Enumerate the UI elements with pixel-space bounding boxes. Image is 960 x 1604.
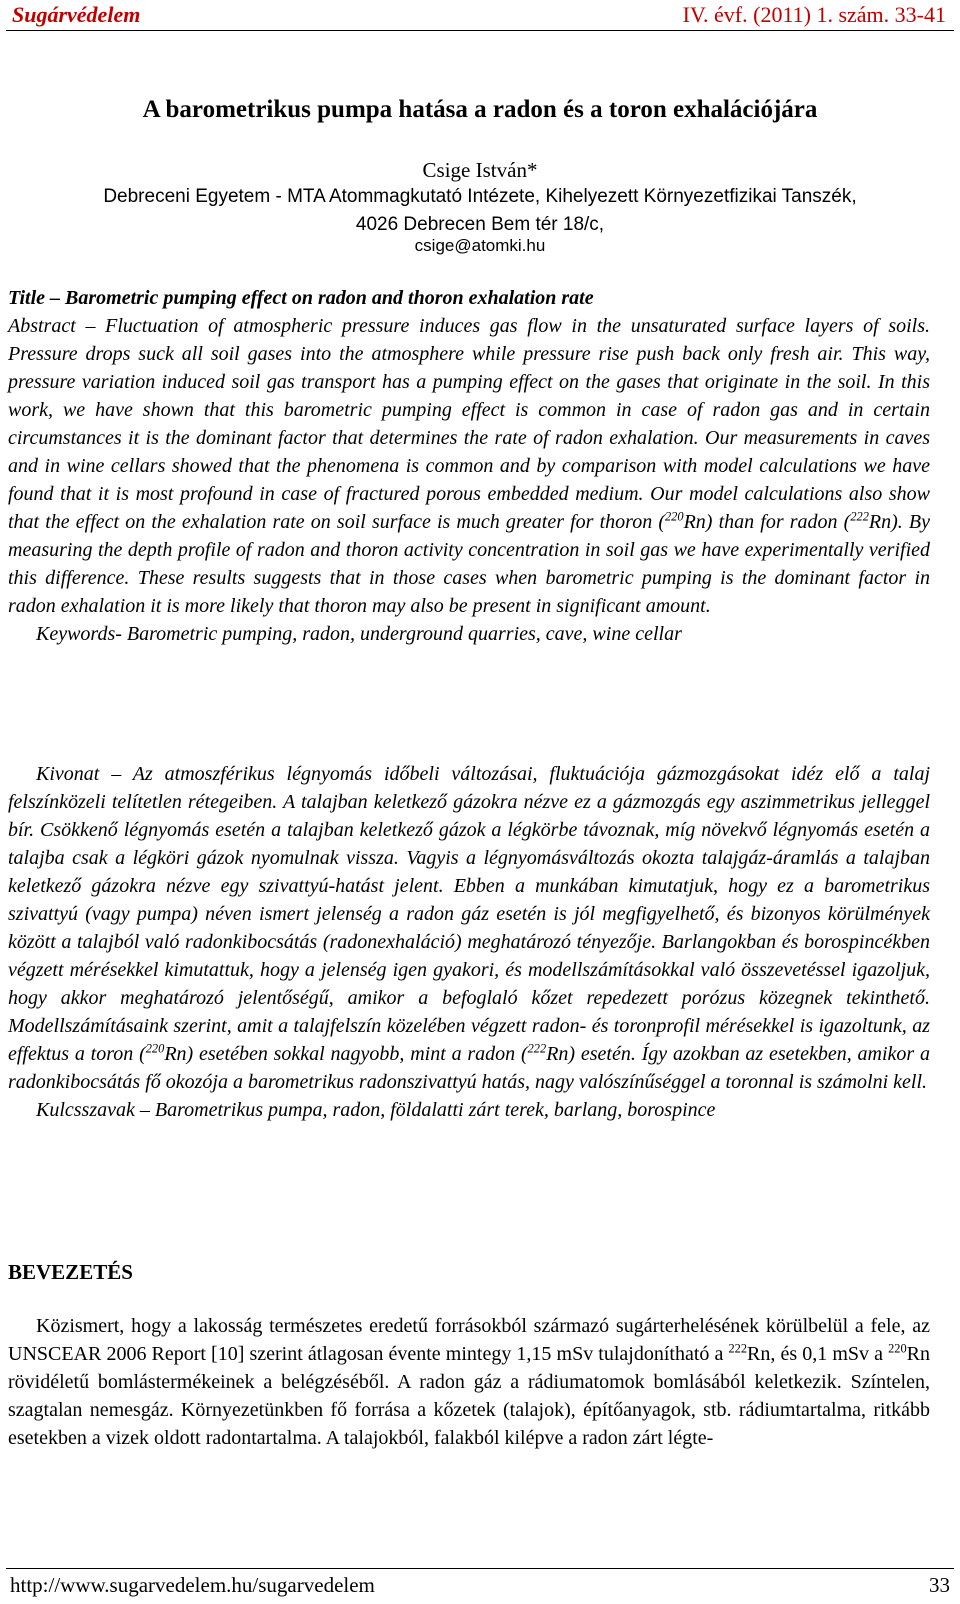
journal-name: Sugárvédelem bbox=[12, 2, 141, 27]
page-number: 33 bbox=[929, 1573, 950, 1597]
affiliation-line-1: Debreceni Egyetem - MTA Atommagkutató Intézete, Kihelyezett Környezetfizikai Tanszék, bbox=[103, 186, 857, 207]
author-email: csige@atomki.hu bbox=[414, 236, 546, 255]
abstract-body: Abstract – Fluctuation of atmospheric pressure induces gas flow in the unsaturated surface layers of soils. Pressure drops suck all soil gases into the atmosphere while pressure rise push back only fresh air. This way, pressure variation induced soil gas transport has a pumping effect on the gases that originate in the soil. In this work, we have shown that this barometric pumping effect is common in case of radon gas and in certain circumstances it is the dominant factor that determines the rate of radon exhalation. Our measurements in caves and in wine cellars showed that the phenomena is common and by comparison with model calculations we have found that it is most profound in case of fractured porous embedded medium. Our model calculations also show that the effect on the exhalation rate on soil surface is much greater for thoron ($^{220}$Rn) than for radon ($^{222}$Rn). By measuring the depth profile of radon and thoron activity concentration in soil gas we have experimentally verified this difference. These results suggests that in those cases when barometric pumping is the dominant factor in radon exhalation it is more likely that thoron may also be present in significant amount. bbox=[8, 315, 931, 617]
hungarian-abstract bbox=[8, 760, 930, 1124]
issue-info: IV. évf. (2011) 1. szám. 33-41 bbox=[682, 2, 946, 27]
hungarian-keywords: Kulcsszavak – Barometrikus pumpa, radon, földalatti zárt terek, barlang, borospince bbox=[36, 1099, 716, 1121]
english-title-line: Title – Barometric pumping effect on radon and thoron exhalation rate bbox=[8, 287, 594, 309]
page-header bbox=[6, 0, 954, 31]
english-keywords: Keywords- Barometric pumping, radon, underground quarries, cave, wine cellar bbox=[36, 623, 682, 645]
footer-url[interactable]: http://www.sugarvedelem.hu/sugarvedelem bbox=[10, 1573, 375, 1597]
english-abstract bbox=[8, 284, 930, 648]
intro-paragraph: Közismert, hogy a lakosság természetes eredetű forrásokból származó sugárterhelésének körülbelül a fele, az UNSCEAR 2006 Report [10] szerint átlagosan évente mintegy 1,15 mSv tulajdonítható a $^{222}$Rn, és 0,1 mSv a $^{220}$Rn rövidéletű bomlástermékeinek a belégzéséből. A radon gáz a rádiumatomok bomlásából keletkezik. Színtelen, szagtalan nemesgáz. Környezetünkben fő forrása a kőzetek (talajok), építőanyagok, stb. rádiumtartalma, ritkább esetekben a vizek oldott radontartalma. A talajokból, falakból kilépve a radon zárt légte- bbox=[8, 1315, 931, 1449]
page-footer bbox=[6, 1568, 954, 1603]
kivonat-body: Kivonat – Az atmoszférikus légnyomás időbeli változásai, fluktuációja gázmozgásokat idéz elő a talaj felszínközeli telítetlen rétegeiben. A talajban keletkező gázokra nézve ez a gázmozgás egy aszimmetrikus jelleggel bír. Csökkenő légnyomás esetén a talajban keletkező gázok a légkörbe távoznak, míg növekvő légnyomás esetén a talajba csak a légköri gázok nyomulnak vissza. Vagyis a légnyomásváltozás okozta talajgáz-áramlás a talajban keletkező gázokra nézve egy szivattyú-hatást jelent. Ebben a munkában kimutatjuk, hogy ez a barometrikus szivattyú (vagy pumpa) néven ismert jelenség a radon gáz esetén is jól megfigyelhető, és bizonyos körülmények között a talajból való radonkibocsátás (radonexhaláció) meghatározó tényezője. Barlangokban és borospincékben végzett mérésekkel kimutattuk, hogy a jelenség igen gyakori, és modellszámításokkal való összevetéssel igazoljuk, hogy akkor meghatározó jelentőségű, amikor a befoglaló kőzet repedezett porózus közegnek tekinthető. Modellszámításaink szerint, amit a talajfelszín közelében végzett radon- és toronprofil mérésekkel is igazoltunk, az effektus a toron ($^{220}$Rn) esetében sokkal nagyobb, mint a radon ($^{222}$Rn) esetén. Így azokban az esetekben, amikor a radonkibocsátás fő okozója a barometrikus radonszivattyú hatás, nagy valószínűséggel a toronnal is számolni kell. bbox=[8, 763, 930, 1093]
section-heading: BEVEZETÉS bbox=[8, 1260, 133, 1284]
author: Csige István* bbox=[422, 158, 538, 182]
paper-title: A barometrikus pumpa hatása a radon és a toron exhalációjára bbox=[142, 96, 818, 123]
affiliation-line-2: 4026 Debrecen Bem tér 18/c, bbox=[355, 214, 605, 235]
